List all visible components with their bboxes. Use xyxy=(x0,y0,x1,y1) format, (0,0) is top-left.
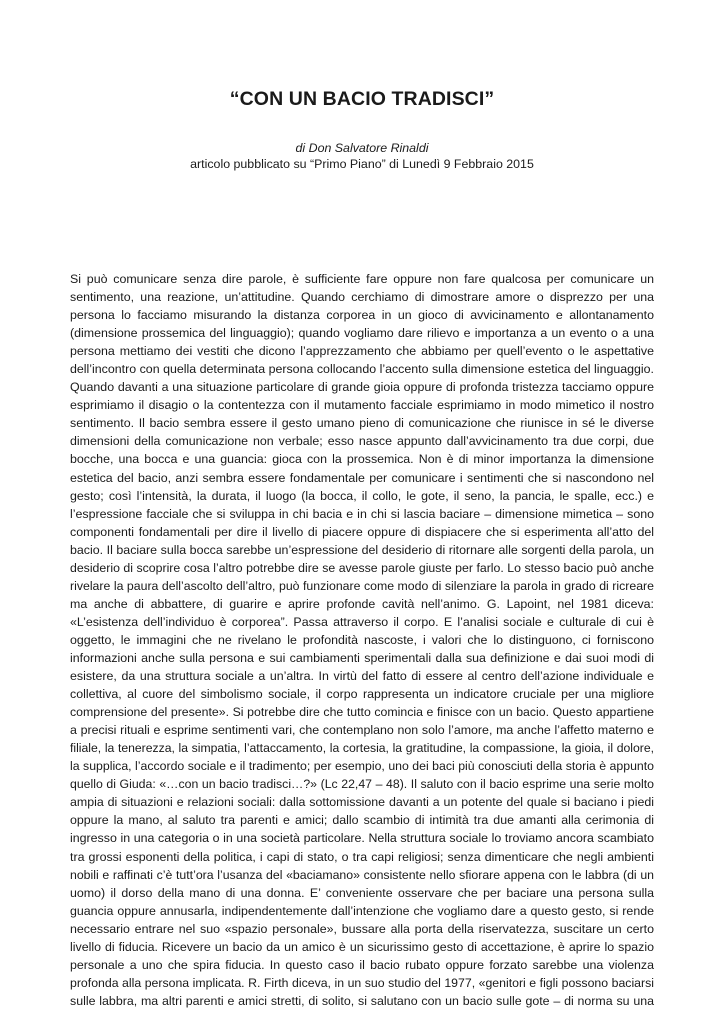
body-line: (dimensione prossemica del linguaggio); quando vogliamo dare rilievo e importanza a un evento o a una xyxy=(70,326,654,341)
body-line: rivelare la paura dell’ascolto dell’altro, può funzionare come modo di silenziare la parola in grado di ricreare xyxy=(70,578,654,593)
body-line: ingresso in una categoria o in una società particolare. Nella struttura sociale lo troviamo ancora scambiato xyxy=(70,831,654,846)
body-line: comprensione del presente». Si potrebbe dire che tutto comincia e finisce con un bacio. Questo appartiene xyxy=(70,705,654,720)
body-line: oggetto, le immagini che ne rivelano le profondità nascoste, i valori che lo distinguono, ci forniscono xyxy=(70,632,654,647)
body-line: tra grossi esponenti della politica, i capi di stato, o tra capi religiosi; senza dimenticare che negli ambienti xyxy=(70,849,654,864)
body-line: a precisi rituali e esprime sentimenti vari, che contemplano non solo l’amore, ma anche l’affetto materno e xyxy=(70,723,654,738)
body-line: Quando davanti a una situazione particolare di grande gioia oppure di profonda tristezza tacciamo oppure xyxy=(70,380,654,395)
body-line: quello di Giuda: «…con un bacio tradisci…?» (Lc 22,47 – 48). Il saluto con il bacio esprime una serie molto xyxy=(70,777,654,792)
body-line: necessario entrare nel suo «spazio personale», bussare alla porta della riservatezza, suscitare un certo xyxy=(70,921,654,936)
body-line: Si può comunicare senza dire parole, è sufficiente fare oppure non fare qualcosa per comunicare un xyxy=(70,272,654,286)
body-line: persona mettiamo dei vestiti che dicono l’apprezzamento che abbiamo per quell’evento o le aspettative xyxy=(70,344,654,359)
publication-info: articolo pubblicato su “Primo Piano” di Lunedì 9 Febbraio 2015 xyxy=(190,157,534,171)
body-line: «L’esistenza dell’individuo è corporea”. Passa attraverso il corpo. E l’analisi sociale e culturale di cui è xyxy=(70,614,654,629)
body-line: gesto; così l’intensità, la durata, il luogo (la bocca, il collo, le gote, il seno, la pancia, le spalle, ecc.) e xyxy=(70,488,654,503)
body-line: sentimento, una reazione, un’attitudine. Quando cerchiamo di dimostrare amore o disprezzo per una xyxy=(70,290,654,305)
body-line: livello di fiducia. Ricevere un bacio da un amico è un sicurissimo gesto di accettazione, è aprire lo spazio xyxy=(70,939,654,954)
body-line: ma anche di abbattere, di guarire e aprire profonde cavità nell’animo. G. Lapoint, nel 1981 diceva: xyxy=(70,596,654,611)
body-line: profonda alla persona implicata. R. Firth diceva, in un suo studio del 1977, «genitori e figli possono baciarsi xyxy=(70,975,654,990)
body-line: bacio. Il baciare sulla bocca sarebbe un’espressione del desiderio di ritornare alle sorgenti della parola, un xyxy=(70,542,654,557)
body-line: sulle labbra, ma altri parenti e amici stretti, di solito, si salutano con un bacio sulle gote – di norma su una xyxy=(70,993,654,1008)
body-line: sentimento. Il bacio sembra essere il gesto umano pieno di comunicazione che riunisce in sé le diverse xyxy=(70,416,654,431)
body-line: personale a uno che spira fiducia. In questo caso il bacio rubato oppure forzato sarebbe una violenza xyxy=(70,957,654,972)
body-line: esistere, da una struttura sociale a un’altra. In virtù del fatto di essere al centro dell’azione individuale e xyxy=(70,669,654,684)
author-byline: di Don Salvatore Rinaldi xyxy=(295,141,429,155)
body-line: collettiva, al cuore del simbolismo sociale, il corpo rappresenta un indicatore cruciale per una migliore xyxy=(70,687,654,702)
article-title: “CON UN BACIO TRADISCI” xyxy=(229,88,495,110)
body-line: bocche, una bocca e una guancia: gioca con la prossemica. Non è di minor importanza la dimensione xyxy=(70,452,654,467)
body-line: nobili e raffinati c’è tutt’ora l’usanza del «baciamano» consistente nello sfiorare appena con le labbra (di un xyxy=(70,867,654,882)
body-line: filiale, la tenerezza, la simpatia, l’attaccamento, la cortesia, la gratitudine, la compassione, la gioia, il dolore, xyxy=(70,741,654,756)
body-line: oppure la mano, al saluto tra parenti e amici; dallo scambio di intimità tra due amanti alla cerimonia di xyxy=(70,813,654,828)
body-line: dell’incontro con quella determinata persona collocando l’accento sulla dimensione estetica del linguaggio. xyxy=(70,362,654,377)
body-line: persona lo facciamo misurando la distanza corporea in un gioco di avvicinamento e allontanamento xyxy=(70,308,654,323)
body-line: uomo) il dorso della mano di una donna. E’ conveniente osservare che per baciare una persona sulla xyxy=(70,885,654,900)
body-line: guancia oppure annusarla, indipendentemente dall’intenzione che vogliamo dare a questo gesto, si rende xyxy=(70,903,654,918)
body-line: estetica del bacio, anzi sembra essere fondamentale per comunicare i sentimenti che si nascondono nel xyxy=(70,470,654,485)
body-line: dimensioni della comunicazione non verbale; esso nasce appunto dall’avvicinamento tra due corpi, due xyxy=(70,434,654,449)
body-line: esprimiamo il disagio o la contentezza con il mutamento facciale esprimiamo in modo mimetico il nostro xyxy=(70,398,654,413)
body-line: componenti fondamentali per dire il livello di piacere oppure di dispiacere che si esperimenta all’atto del xyxy=(70,524,654,539)
body-line: la supplica, l’accordo sociale e il tradimento; per esempio, uno dei baci più conosciuti della storia è appunto xyxy=(70,759,654,774)
body-line: informazioni anche sulla persona e sui cambiamenti sperimentali dalla sua definizione e dai suoi modi di xyxy=(70,650,654,665)
body-line: l’espressione facciale che si sviluppa in chi bacia e in chi si lascia baciare – dimensione mimetica – sono xyxy=(70,506,654,521)
body-line: desiderio di scoprire cosa l’altro potrebbe dire se avesse parole giuste per farlo. Lo stesso bacio può anche xyxy=(70,560,654,575)
article-body xyxy=(70,270,654,1010)
body-line: ampia di situazioni e relazioni sociali: dalla sottomissione davanti a un potente del quale si baciano i piedi xyxy=(70,795,654,810)
